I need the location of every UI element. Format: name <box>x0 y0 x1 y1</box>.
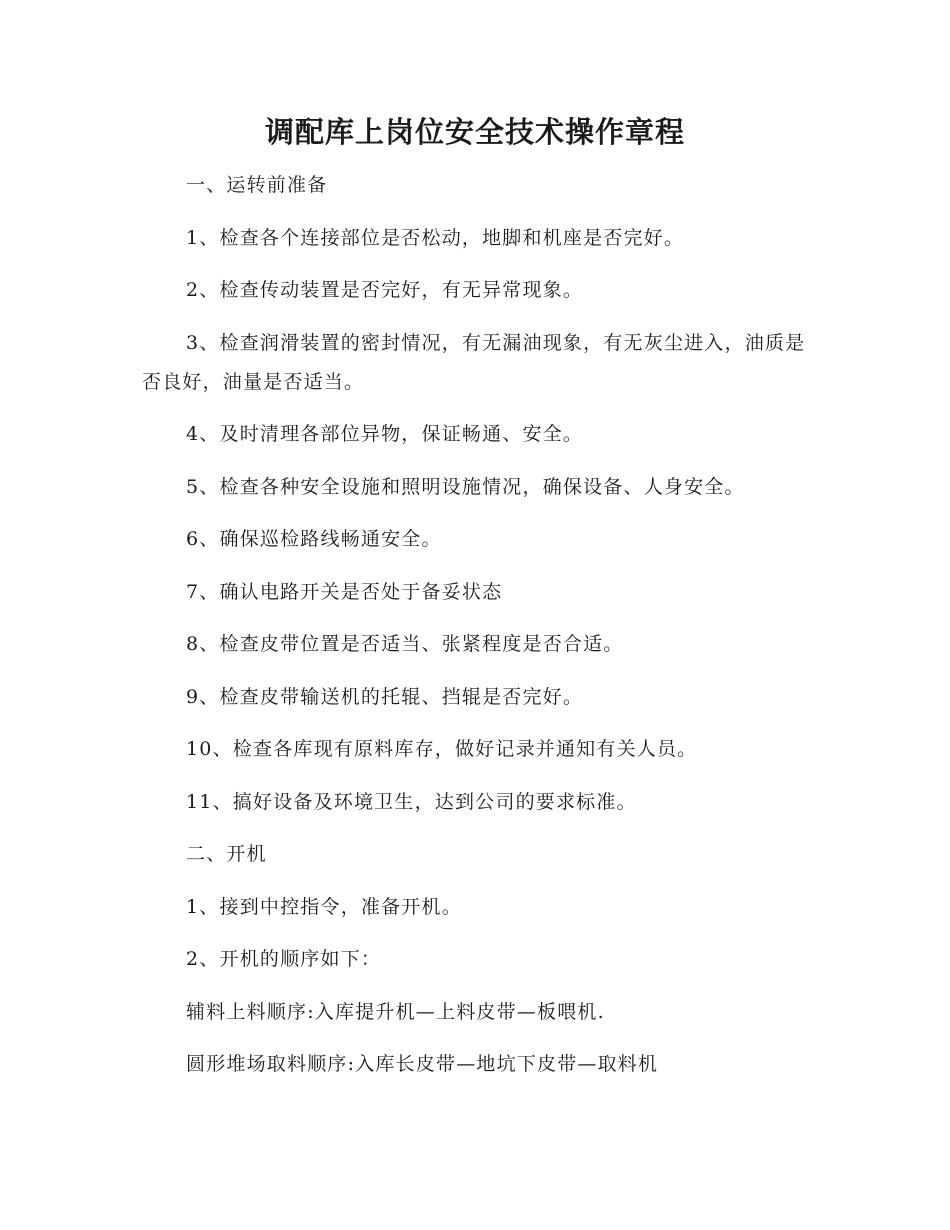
paragraph-item: 11、搞好设备及环境卫生，达到公司的要求标准。 <box>186 790 637 813</box>
paragraph-item: 8、检查皮带位置是否适当、张紧程度是否合适。 <box>186 633 624 655</box>
paragraph-item: 3、检查润滑装置的密封情况，有无漏油现象，有无灰尘进入，油质是否良好，油量是否适当。 <box>142 331 806 393</box>
paragraph-item: 1、检查各个连接部位是否松动，地脚和机座是否完好。 <box>186 226 685 249</box>
document-title: 调配库上岗位安全技术操作章程 <box>264 115 685 149</box>
paragraph-item: 1、接到中控指令，准备开机。 <box>186 895 462 918</box>
section-heading-startup: 二、开机 <box>186 843 267 865</box>
paragraph-item: 辅料上料顺序:入库提升机—上料皮带—板喂机. <box>186 1000 605 1023</box>
paragraph-item: 7、确认电路开关是否处于备妥状态 <box>186 580 503 603</box>
section-heading-preparation: 一、运转前准备 <box>186 174 328 196</box>
paragraph-item: 10、检查各库现有原料库存，做好记录并通知有关人员。 <box>186 738 698 760</box>
paragraph-item: 5、检查各种安全设施和照明设施情况，确保设备、人身安全。 <box>186 475 745 498</box>
paragraph-item: 9、检查皮带输送机的托辊、挡辊是否完好。 <box>186 685 584 708</box>
document-body <box>142 166 810 1098</box>
paragraph-item: 6、确保巡检路线畅通安全。 <box>186 528 442 550</box>
paragraph-item: 4、及时清理各部位异物，保证畅通、安全。 <box>186 423 584 445</box>
paragraph-item: 2、开机的顺序如下： <box>186 948 382 970</box>
paragraph-item: 2、检查传动装置是否完好，有无异常现象。 <box>186 279 584 301</box>
paragraph-item: 圆形堆场取料顺序:入库长皮带—地坑下皮带—取料机 <box>186 1053 659 1075</box>
